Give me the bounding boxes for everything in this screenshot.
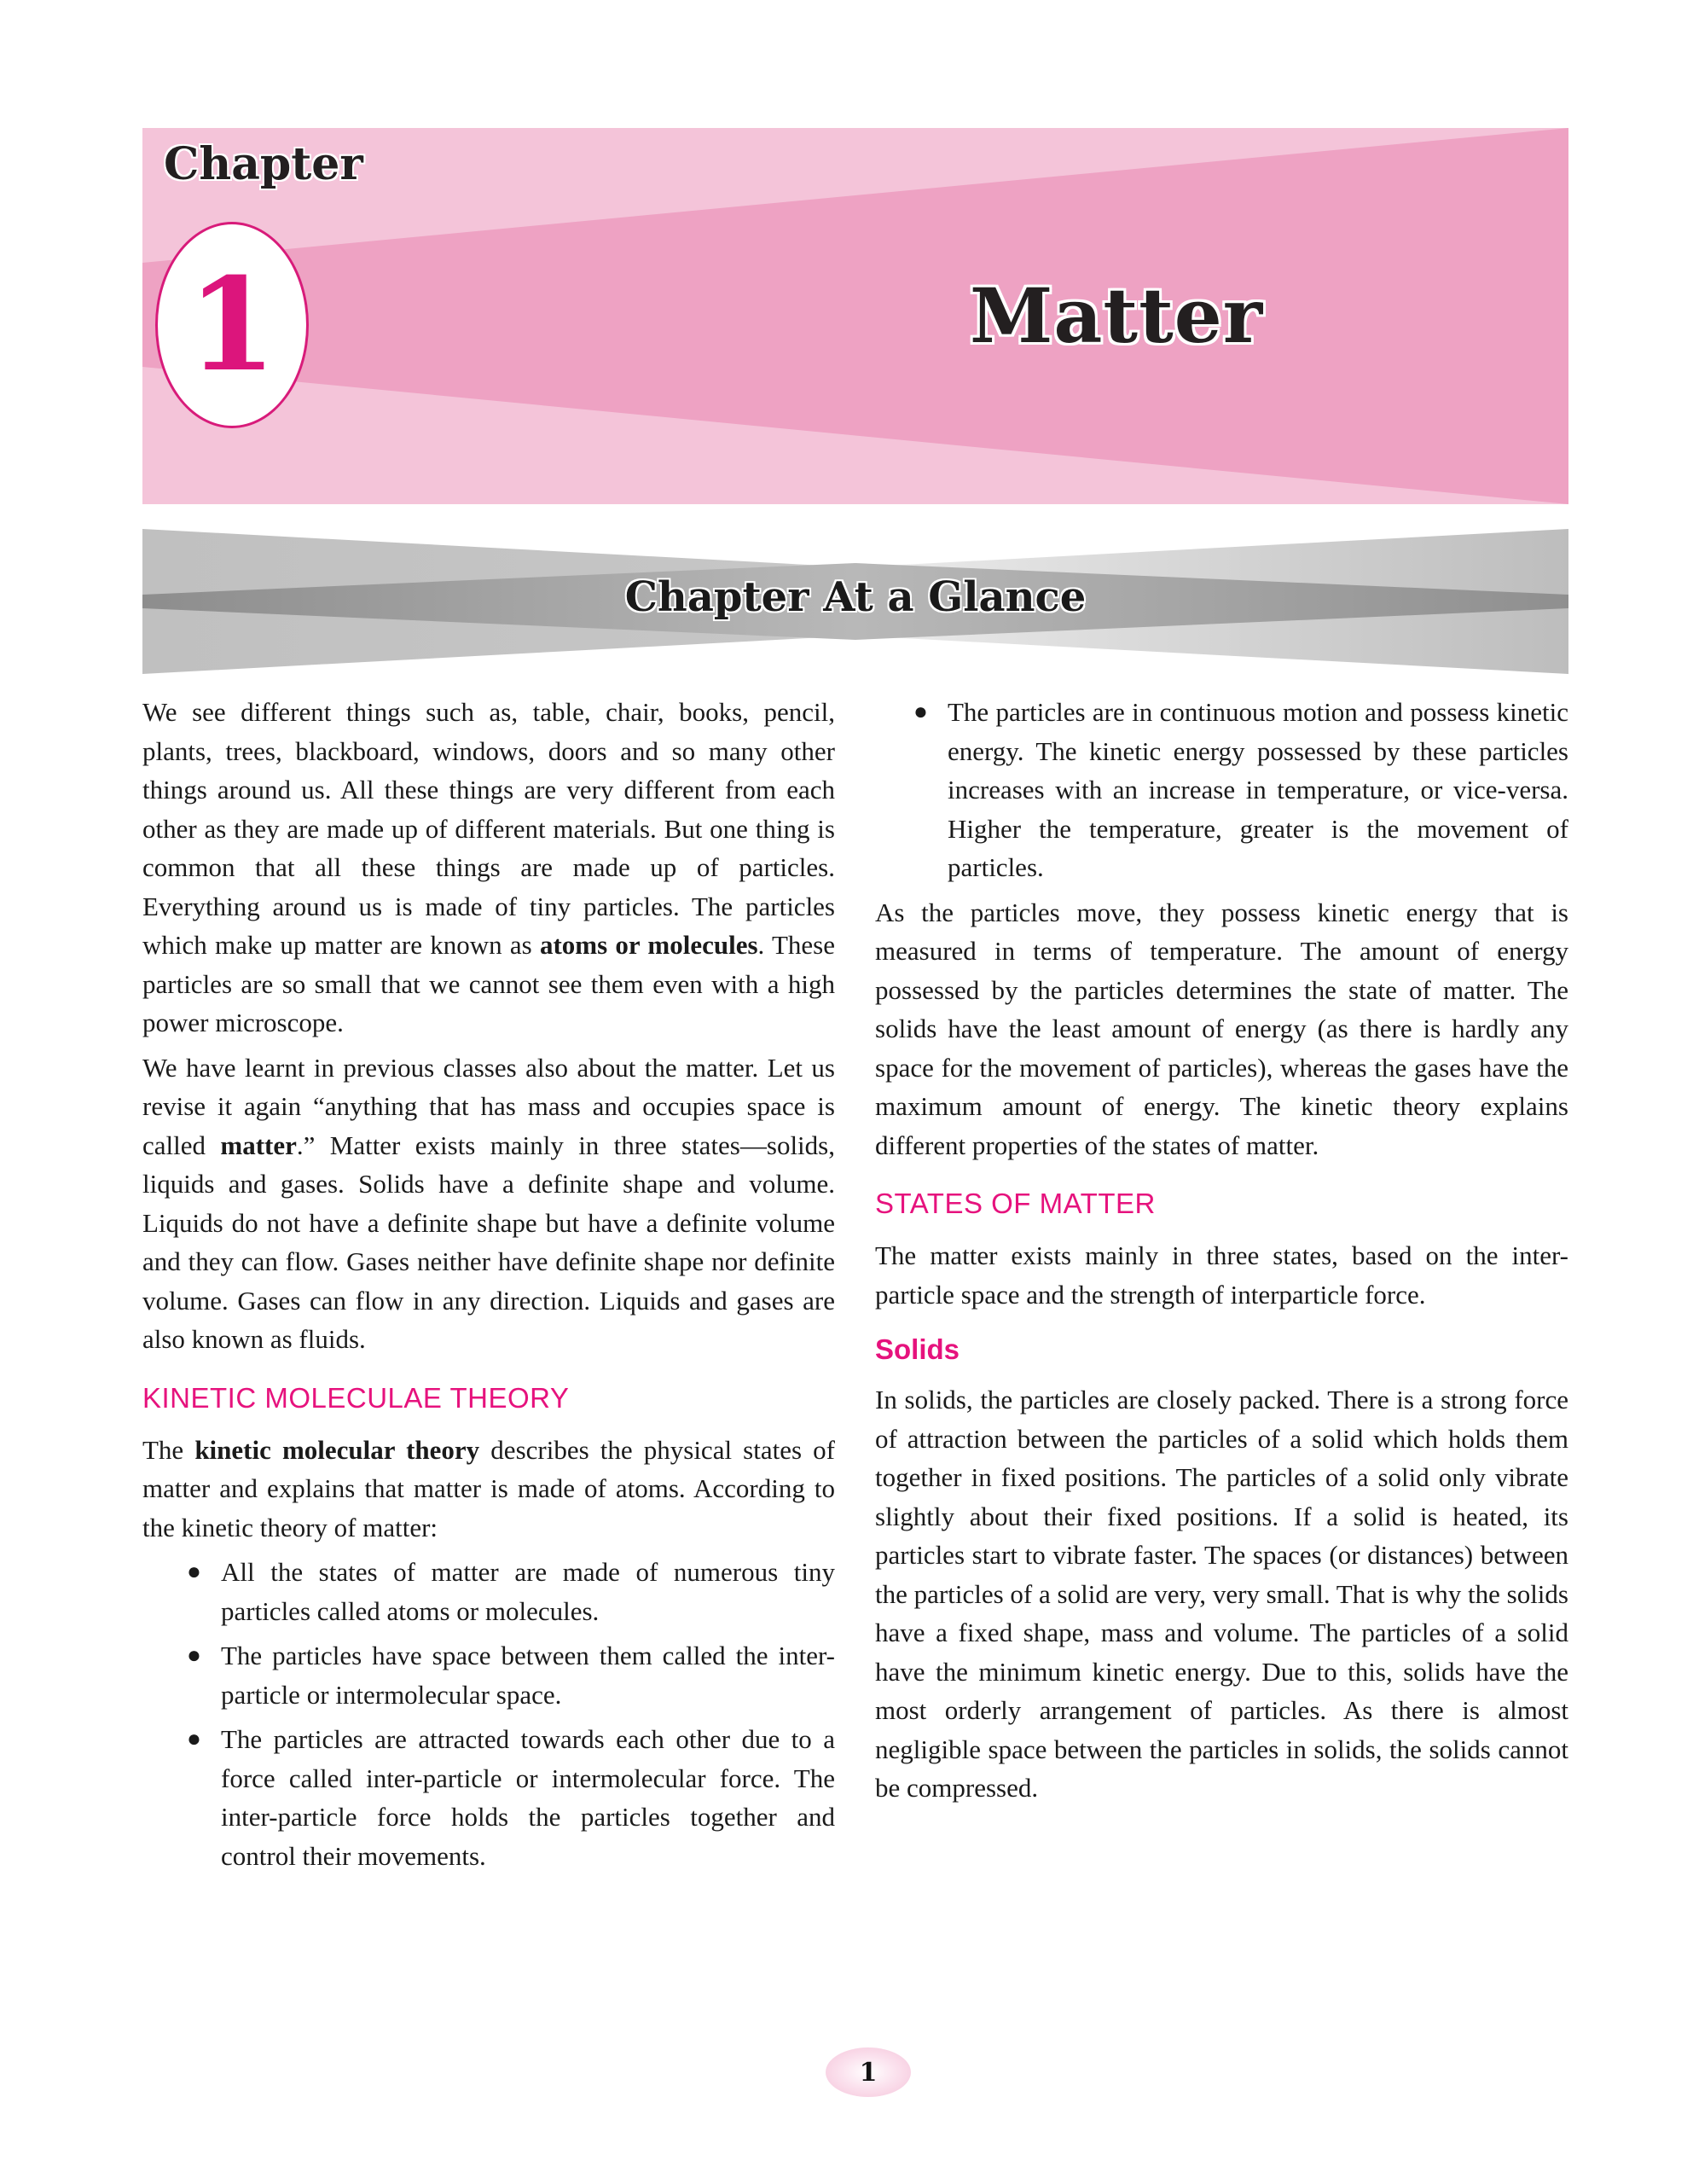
bullet-icon: ● — [187, 1559, 201, 1585]
bold-term: matter — [220, 1130, 297, 1160]
intro-paragraph-2 — [142, 1048, 835, 1359]
kinetic-theory-paragraph — [142, 1431, 835, 1548]
right-column — [875, 693, 1568, 1814]
text: . These particles are so small that we cannot see them even with a high power microscope. — [142, 930, 836, 1037]
subheading-solids: Solids — [875, 1333, 960, 1365]
section-heading-kinetic-theory: KINETIC MOLECULAE THEORY — [142, 1381, 570, 1414]
solids-paragraph: In solids, the particles are closely packed. There is a strong force of attraction between the particles of a solid which holds them together in fixed positions. The particles of a solid only vibrate slightly about their fixed positions. If a solid is heated, its particles start to vibrate faster. The spaces (or distances) between the particles of a solid are very, very small. That is why the solids have a fixed shape, mass and volume. The particles of a solid have the minimum kinetic energy. Due to this, solids have the most orderly arrangement of particles. As there is almost negligible space between the particles in solids, the solids cannot be compressed. — [875, 1385, 1568, 1803]
list-item — [142, 1553, 835, 1630]
bullet-icon: ● — [187, 1642, 201, 1669]
page-number-badge — [826, 2048, 911, 2097]
list-item — [875, 693, 1568, 887]
chapter-at-a-glance-banner — [142, 529, 1568, 674]
list-item — [142, 1720, 835, 1875]
bullet-icon: ● — [913, 699, 928, 725]
chapter-number: 1 — [187, 250, 277, 400]
list-item — [142, 1636, 835, 1714]
chapter-number-badge — [155, 222, 309, 428]
bullet-icon: ● — [187, 1726, 201, 1752]
intro-paragraph-1 — [142, 693, 835, 1043]
glance-title: Chapter At a Glance — [624, 573, 1087, 621]
chapter-header-banner — [142, 128, 1568, 504]
page-number: 1 — [859, 2057, 878, 2088]
text: .” Matter exists mainly in three states—solids, liquids and gases. Solids have a definite shape and volume. Liquids do not have a definite shape but have a definite volume and they can flow. Gases neither have definite shape nor definite volume. Gases can flow in any direction. Liquids and gases are also known as fluids. — [142, 1130, 835, 1354]
energy-paragraph: As the particles move, they possess kinetic energy that is measured in terms of temperature. The amount of energy possessed by the particles determines the state of matter. The solids have the least amount of energy (as there is hardly any space for the movement of particles), whereas the gases have the maximum amount of energy. The kinetic theory explains different properties of the states of matter. — [875, 897, 1568, 1160]
text: The — [142, 1434, 195, 1465]
bold-term: atoms or molecules — [539, 930, 758, 960]
bullet-text: All the states of matter are made of numerous tiny particles called atoms or molecules. — [221, 1557, 835, 1626]
bullet-text: The particles are in continuous motion and possess kinetic energy. The kinetic energy possessed by these particles increases with an increase in temperature, or vice-versa. Higher the temperature, greater is the movement of particles. — [948, 697, 1568, 882]
chapter-title: Matter — [970, 271, 1264, 360]
states-paragraph: The matter exists mainly in three states, based on the inter-particle space and the strength of interparticle force. — [875, 1240, 1568, 1310]
bold-term: kinetic molecular theory — [194, 1434, 480, 1465]
section-heading-states-of-matter: STATES OF MATTER — [875, 1188, 1156, 1219]
text: We have learnt in previous classes also about the matter. Let us revise it again “anything that has mass and occupies space is called — [142, 1052, 835, 1160]
kinetic-theory-bullets-continued — [875, 693, 1568, 887]
bullet-text: The particles are attracted towards each other due to a force called inter-particle or intermolecular force. The inter-particle force holds the particles together and control their movements. — [221, 1724, 835, 1871]
left-column — [142, 693, 835, 1881]
kinetic-theory-bullets — [142, 1553, 835, 1875]
text: We see different things such as, table, chair, books, pencil, plants, trees, blackboard, windows, doors and so many other things around us. All these things are very different from each other as they are made up of different materials. But one thing is common that all these things are made up of particles. Everything around us is made of tiny particles. The particles which make up matter are known as — [142, 697, 835, 960]
text: describes the physical states of matter and explains that matter is made of atoms. According to the kinetic theory of matter: — [142, 1434, 835, 1542]
bullet-text: The particles have space between them called the inter-particle or intermolecular space. — [221, 1641, 835, 1710]
chapter-label: Chapter — [164, 138, 363, 190]
